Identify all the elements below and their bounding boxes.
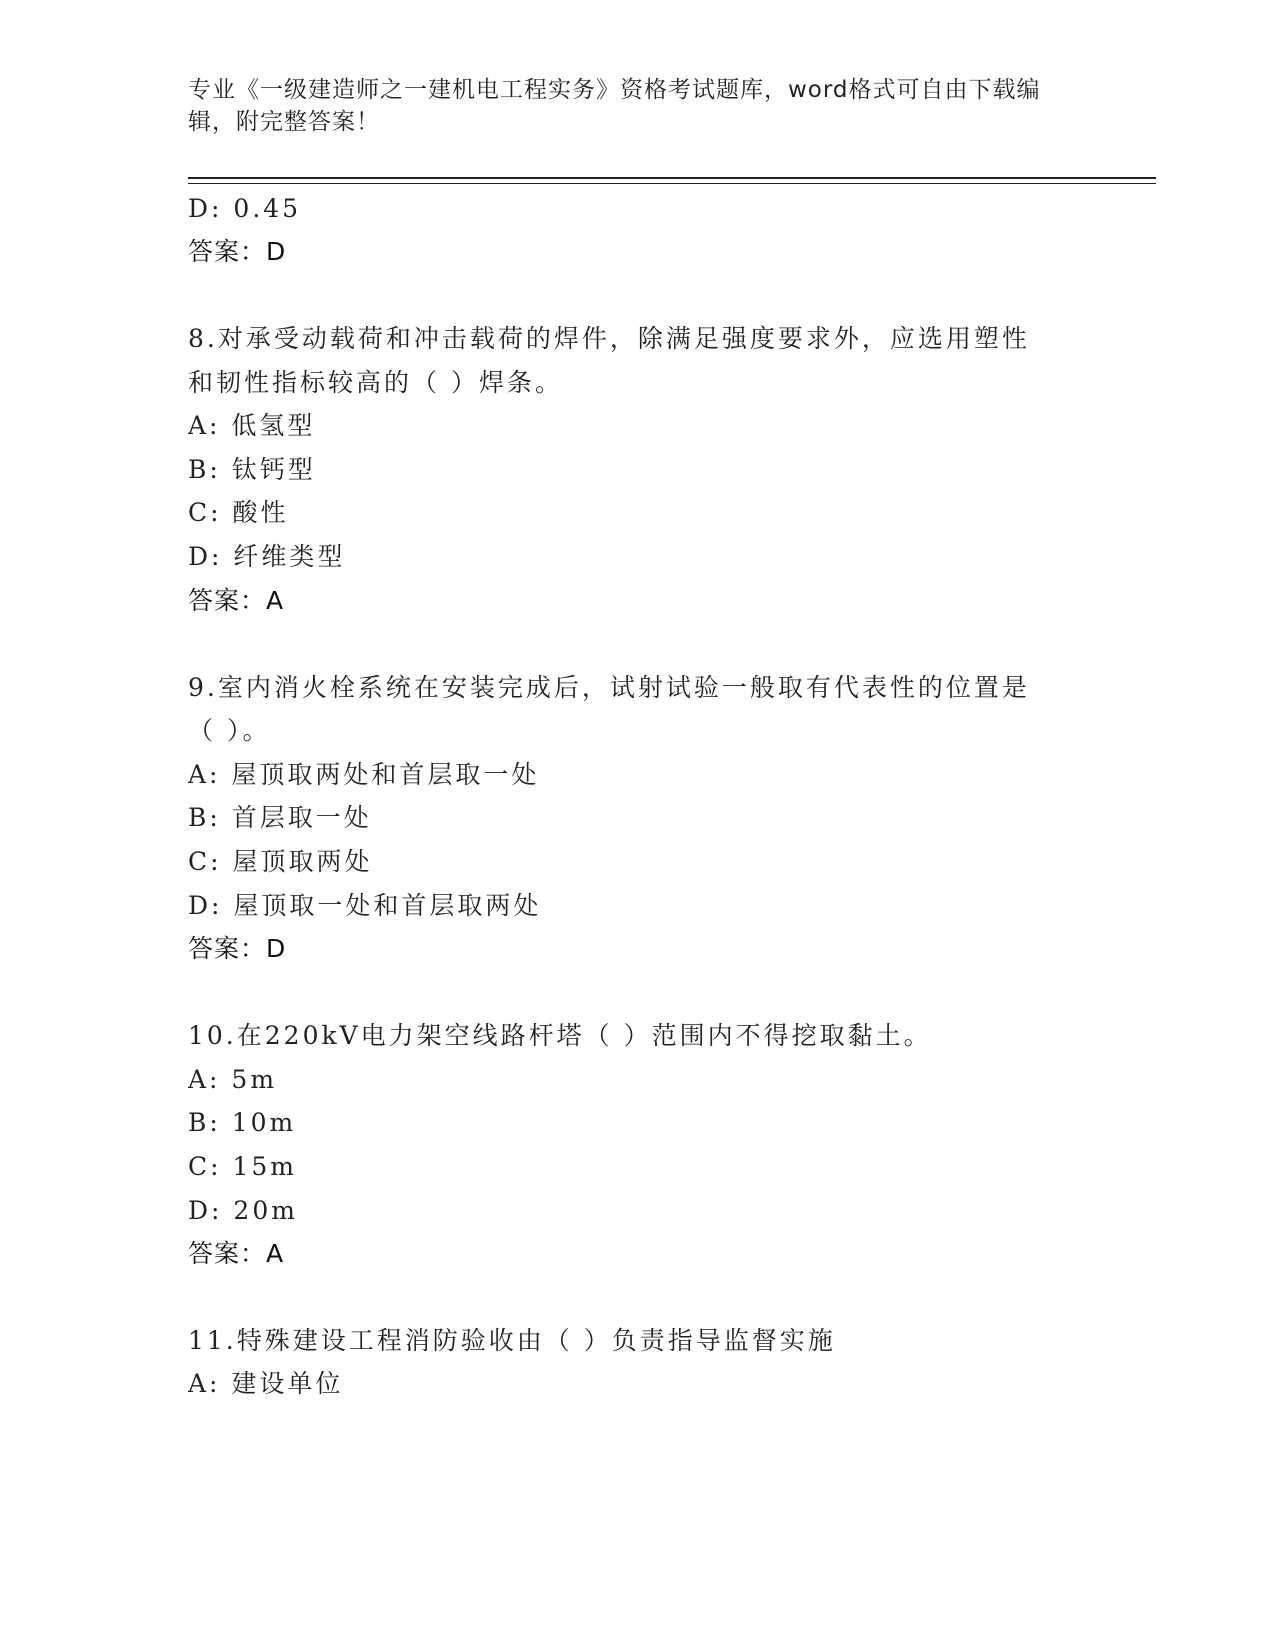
q7-answer: 答案：D — [188, 237, 287, 266]
header-line-1: 专业《一级建造师之一建机电工程实务》资格考试题库，word格式可自由下载编 — [188, 77, 1041, 103]
page-header — [188, 74, 1068, 138]
q9-option-c: C: 屋顶取两处 — [188, 847, 373, 876]
q8-answer: 答案：A — [188, 586, 285, 615]
q10-option-c: C: 15m — [188, 1152, 298, 1181]
q9-option-b: B: 首层取一处 — [188, 803, 372, 832]
q8-option-d: D: 纤维类型 — [188, 542, 346, 571]
q11-stem-line-1: 11.特殊建设工程消防验收由（ ）负责指导监督实施 — [188, 1326, 836, 1355]
q8-option-c: C: 酸性 — [188, 498, 289, 527]
header-divider-thin — [188, 183, 1156, 184]
q10-stem-line-1: 10.在220kV电力架空线路杆塔（ ）范围内不得挖取黏土。 — [188, 1021, 932, 1050]
q9-option-d: D: 屋顶取一处和首层取两处 — [188, 891, 542, 920]
q10-answer: 答案：A — [188, 1239, 285, 1268]
q9-stem-line-2: （ ）。 — [188, 716, 271, 745]
q7-option-d: D: 0.45 — [188, 194, 302, 223]
header-divider-thick — [188, 177, 1156, 179]
q9-stem-line-1: 9.室内消火栓系统在安装完成后，试射试验一般取有代表性的位置是 — [188, 673, 1030, 702]
q8-option-a: A: 低氢型 — [188, 411, 316, 440]
q8-stem-line-2: 和韧性指标较高的（ ）焊条。 — [188, 368, 563, 397]
q11-option-a: A: 建设单位 — [188, 1369, 344, 1398]
q8-stem-line-1: 8.对承受动载荷和冲击载荷的焊件，除满足强度要求外，应选用塑性 — [188, 324, 1030, 353]
q10-option-b: B: 10m — [188, 1108, 297, 1137]
q9-answer: 答案：D — [188, 934, 287, 963]
q10-option-d: D: 20m — [188, 1196, 298, 1225]
header-line-2: 辑，附完整答案！ — [188, 109, 380, 135]
q10-option-a: A: 5m — [188, 1065, 278, 1094]
q9-option-a: A: 屋顶取两处和首层取一处 — [188, 760, 540, 789]
q8-option-b: B: 钛钙型 — [188, 455, 316, 484]
